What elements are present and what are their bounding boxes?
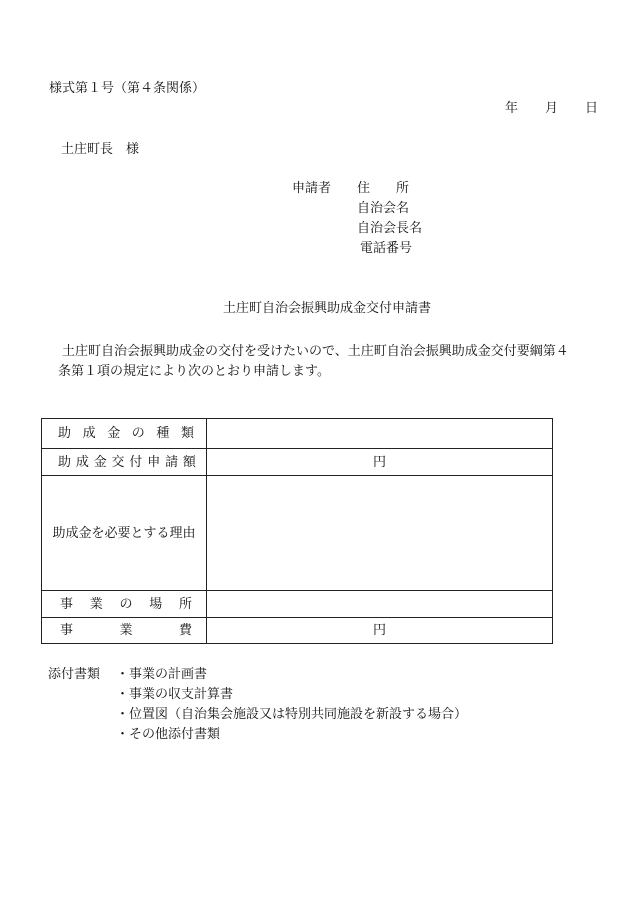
table-row-cost xyxy=(42,618,553,644)
label-char: 費 xyxy=(178,623,192,638)
label-char: 成 xyxy=(82,426,96,441)
label-location xyxy=(42,591,207,618)
applicant-assoc-name-label: 自治会名 xyxy=(357,201,410,216)
label-char: 金 xyxy=(93,454,107,470)
cost-unit: 円 xyxy=(372,623,386,638)
label-char: 交 xyxy=(111,454,125,470)
application-table xyxy=(41,418,553,644)
body-paragraph xyxy=(49,342,604,382)
label-char: 請 xyxy=(165,454,179,470)
doc-title: 土庄町自治会振興助成金交付申請書 xyxy=(223,301,432,316)
label-char: の xyxy=(119,596,133,612)
attachment-item: ・位置図（自治集会施設又は特別共同施設を新設する場合） xyxy=(116,707,468,722)
table-row-location xyxy=(42,591,553,618)
value-project-cost[interactable] xyxy=(207,618,553,644)
label-char: 事 xyxy=(60,596,74,612)
table-row-reason xyxy=(42,476,553,591)
body-line-1: 土庄町自治会振興助成金の交付を受けたいので、土庄町自治会振興助成金交付要綱第４ xyxy=(49,344,569,359)
label-char: 類 xyxy=(180,426,194,441)
date-day: 日 xyxy=(585,101,599,116)
label-char: 助 xyxy=(58,454,72,470)
attachment-item: ・その他添付書類 xyxy=(116,727,221,742)
applicant-title: 申請者 xyxy=(292,181,332,196)
amount-unit: 円 xyxy=(372,454,386,470)
table-row-type xyxy=(42,419,553,449)
label-grant-type xyxy=(42,419,207,449)
label-char: の xyxy=(131,426,145,441)
label-reason xyxy=(42,476,207,591)
reason-label-text: 助成金を必要とする理由 xyxy=(52,525,196,541)
applicant-head-name-label: 自治会長名 xyxy=(357,221,423,236)
applicant-phone-label: 電話番号 xyxy=(360,241,413,256)
addressee: 土庄町長 様 xyxy=(61,142,140,157)
attachments-label: 添付書類 xyxy=(48,667,101,682)
label-char: 額 xyxy=(182,454,196,470)
label-char: 場 xyxy=(149,596,163,612)
label-char: 成 xyxy=(75,454,89,470)
label-char: 金 xyxy=(107,426,121,441)
attachment-item: ・事業の計画書 xyxy=(116,667,208,682)
value-application-amount[interactable] xyxy=(207,449,553,476)
label-char: 所 xyxy=(178,596,192,612)
label-application-amount xyxy=(42,449,207,476)
table-row-amount xyxy=(42,449,553,476)
label-char: 事 xyxy=(60,623,74,638)
value-location[interactable] xyxy=(207,591,553,618)
attachment-item: ・事業の収支計算書 xyxy=(116,687,234,702)
label-project-cost xyxy=(42,618,207,644)
label-char: 種 xyxy=(156,426,170,441)
label-char: 申 xyxy=(147,454,161,470)
label-char: 付 xyxy=(129,454,143,470)
value-grant-type[interactable] xyxy=(207,419,553,449)
label-char: 業 xyxy=(89,596,103,612)
body-line-2: 条第１項の規定により次のとおり申請します。 xyxy=(58,364,330,379)
value-reason[interactable] xyxy=(207,476,553,591)
date-month: 月 xyxy=(545,101,559,116)
label-char: 助 xyxy=(58,426,72,441)
label-char: 業 xyxy=(119,623,133,638)
form-number: 様式第１号（第４条関係） xyxy=(49,81,206,96)
applicant-address-label: 住 所 xyxy=(357,181,410,196)
date-year: 年 xyxy=(505,101,519,116)
